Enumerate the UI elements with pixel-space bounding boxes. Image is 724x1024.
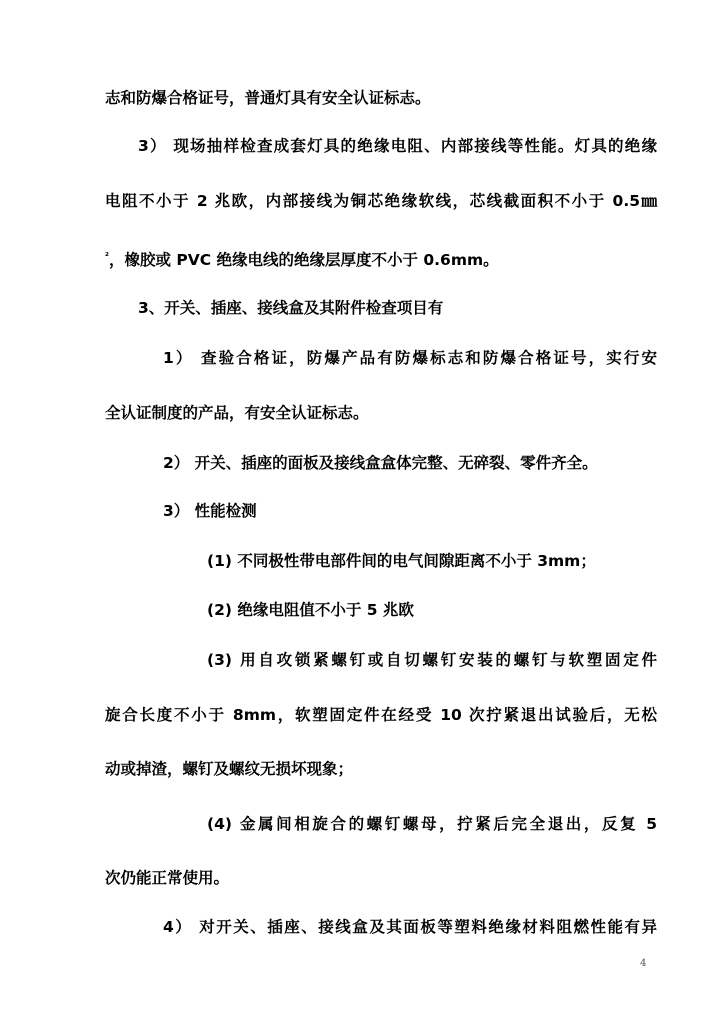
text-line: 电阻不小于 2 兆欧，内部接线为铜芯绝缘软线，芯线截面积不小于 0.5㎜ — [105, 192, 657, 210]
superscript-two: ² — [105, 252, 109, 262]
text-line: 3） 性能检测 — [163, 502, 257, 520]
text-line: 旋合长度不小于 8mm，软塑固定件在经受 10 次拧紧退出试验后，无松 — [105, 706, 657, 724]
text-line-continuation: ，橡胶或 PVC 绝缘电线的绝缘层厚度不小于 0.6mm。 — [108, 251, 499, 269]
text-line: 2） 开关、插座的面板及接线盒盒体完整、无碎裂、零件齐全。 — [163, 454, 598, 472]
text-line: (1) 不同极性带电部件间的电气间隙距离不小于 3mm； — [207, 552, 596, 570]
text-line: (2) 绝缘电阻值不小于 5 兆欧 — [207, 601, 414, 619]
text-line: 4） 对开关、插座、接线盒及其面板等塑料绝缘材料阻燃性能有异 — [163, 918, 657, 936]
text-line: 全认证制度的产品，有安全认证标志。 — [105, 404, 369, 422]
text-line: 志和防爆合格证号，普通灯具有安全认证标志。 — [105, 89, 431, 107]
text-line: (4) 金属间相旋合的螺钉螺母，拧紧后完全退出，反复 5 — [207, 815, 657, 833]
text-line: 次仍能正常使用。 — [105, 869, 230, 887]
page-number: 4 — [640, 958, 647, 969]
text-line: 动或掉渣，螺钉及螺纹无损坏现象； — [105, 760, 354, 778]
text-line: (3) 用自攻锁紧螺钉或自切螺钉安装的螺钉与软塑固定件 — [207, 651, 657, 669]
text-line: 1） 查验合格证，防爆产品有防爆标志和防爆合格证号，实行安 — [163, 349, 657, 367]
section-heading: 3、开关、插座、接线盒及其附件检查项目有 — [138, 299, 444, 317]
text-line: 3） 现场抽样检查成套灯具的绝缘电阻、内部接线等性能。灯具的绝缘 — [138, 137, 657, 155]
text-line — [105, 245, 585, 272]
